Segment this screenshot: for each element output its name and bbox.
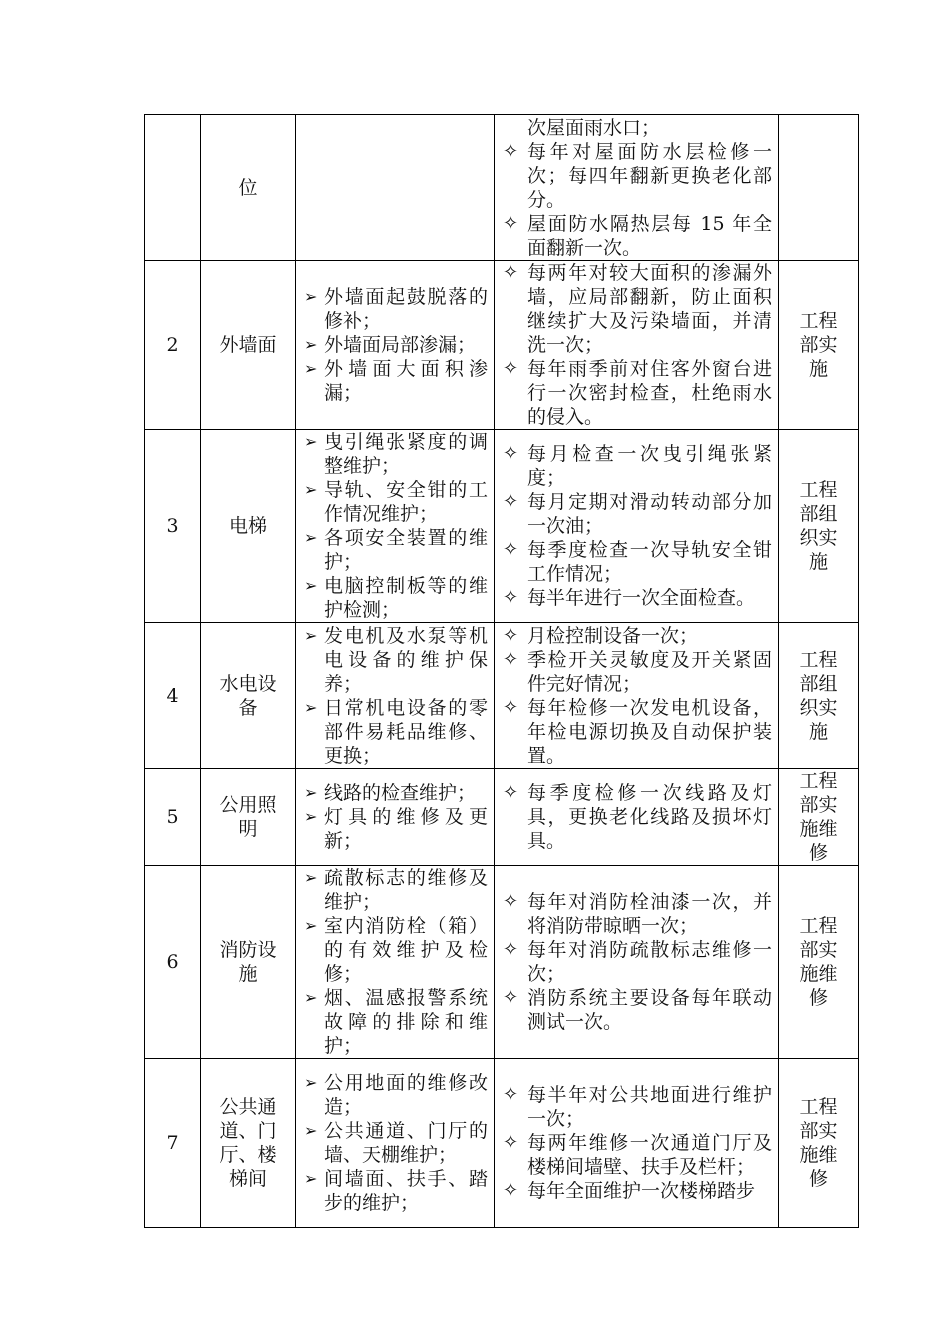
diamond-bullet-icon: ✧ — [503, 782, 519, 803]
item-text: 各项安全装置的维护； — [324, 527, 488, 573]
item-entry — [304, 333, 488, 357]
diamond-bullet-icon: ✧ — [503, 1084, 519, 1105]
row-number: 2 — [145, 261, 201, 430]
facility-name-text: 位 — [238, 176, 258, 199]
schedule-item — [503, 781, 772, 853]
diamond-bullet-icon: ✧ — [503, 648, 519, 670]
responsibility — [779, 769, 859, 866]
schedule-item — [503, 140, 772, 212]
facility-name-text: 外墙面 — [219, 334, 277, 356]
item-text: 外墙面局部渗漏； — [324, 334, 477, 356]
schedule-text: 每月定期对滑动转动部分加一次油； — [527, 491, 772, 537]
arrow-bullet-icon: ➢ — [304, 432, 318, 451]
item-entry — [304, 526, 488, 574]
schedule-text: 屋面防水隔热层每 15 年全面翻新一次。 — [527, 212, 772, 259]
responsibility — [779, 623, 859, 769]
row-number: 5 — [145, 769, 201, 866]
schedule-text: 每年雨季前对住客外窗台进行一次密封检查，杜绝雨水的侵入。 — [527, 358, 772, 428]
item-entry — [304, 574, 488, 622]
maintenance-items — [296, 866, 495, 1059]
diamond-bullet-icon: ✧ — [503, 443, 519, 464]
row-number: 4 — [145, 623, 201, 769]
schedule-item — [503, 116, 772, 140]
responsibility-text: 工程部实施维修 — [799, 770, 838, 864]
responsibility — [779, 1059, 859, 1228]
facility-name — [201, 115, 296, 261]
item-entry — [304, 285, 488, 333]
schedule-item — [503, 357, 772, 429]
schedule-text: 每年检修一次发电机设备，年检电源切换及自动保护装置。 — [527, 696, 772, 767]
item-text: 疏散标志的维修及维护； — [324, 867, 488, 913]
schedule-item — [503, 538, 772, 586]
table-row — [145, 261, 859, 430]
items-list — [304, 866, 488, 1058]
facility-name-text: 电梯 — [228, 515, 267, 537]
item-entry — [304, 1167, 488, 1215]
arrow-bullet-icon: ➢ — [304, 988, 318, 1007]
schedule-item — [503, 261, 772, 357]
schedule-list — [503, 781, 772, 853]
facility-name — [201, 623, 296, 769]
schedule-text: 每半年对公共地面进行维护一次； — [527, 1084, 772, 1130]
maintenance-table — [144, 114, 859, 1228]
item-text: 导轨、安全钳的工作情况维护； — [324, 479, 488, 525]
table-row — [145, 769, 859, 866]
item-text: 外墙面起鼓脱落的修补； — [324, 286, 488, 332]
schedule-item — [503, 586, 772, 610]
arrow-bullet-icon: ➢ — [304, 335, 318, 354]
table-body — [145, 115, 859, 1228]
item-entry — [304, 1119, 488, 1167]
schedule-item — [503, 696, 772, 768]
item-entry — [304, 696, 488, 768]
diamond-bullet-icon: ✧ — [503, 1132, 519, 1153]
responsibility-text: 工程部实施 — [799, 310, 838, 380]
row-number — [145, 115, 201, 261]
schedule-list — [503, 116, 772, 260]
schedule-item — [503, 442, 772, 490]
row-number: 3 — [145, 430, 201, 623]
schedule-item — [503, 212, 772, 260]
schedule-text: 每两年对较大面积的渗漏外墙，应局部翻新，防止面积继续扩大及污染墙面，并清洗一次； — [527, 262, 772, 356]
maintenance-items — [296, 623, 495, 769]
facility-name — [201, 1059, 296, 1228]
arrow-bullet-icon: ➢ — [304, 625, 318, 645]
schedule-text: 每年全面维护一次楼梯踏步 — [527, 1180, 756, 1202]
maintenance-items — [296, 115, 495, 261]
schedule-list — [503, 261, 772, 429]
schedule-text: 每年对消防栓油漆一次，并将消防带晾晒一次； — [527, 891, 772, 937]
schedule-list — [503, 890, 772, 1034]
item-text: 公用地面的维修改造； — [324, 1072, 488, 1118]
responsibility-text: 工程部组织实施 — [799, 479, 838, 573]
facility-name-text: 消防设施 — [219, 939, 277, 985]
schedule-item — [503, 490, 772, 538]
responsibility — [779, 115, 859, 261]
diamond-bullet-icon: ✧ — [503, 624, 519, 646]
item-entry — [304, 430, 488, 478]
item-text: 线路的检查维护； — [324, 782, 477, 804]
diamond-bullet-icon: ✧ — [503, 140, 519, 162]
schedule-list — [503, 442, 772, 610]
diamond-bullet-icon: ✧ — [503, 539, 519, 560]
row-number: 7 — [145, 1059, 201, 1228]
maintenance-items — [296, 1059, 495, 1228]
table-row — [145, 623, 859, 769]
responsibility — [779, 430, 859, 623]
diamond-bullet-icon: ✧ — [503, 491, 519, 512]
item-text: 外墙面大面积渗漏； — [324, 358, 488, 404]
schedule-item — [503, 1179, 772, 1203]
facility-name-text: 水电设备 — [219, 672, 277, 719]
facility-name-text: 公用照明 — [219, 794, 277, 840]
maintenance-schedule — [495, 769, 779, 866]
responsibility-text: 工程部实施维修 — [799, 915, 838, 1009]
schedule-text: 每季度检查一次导轨安全钳工作情况； — [527, 539, 772, 585]
item-text: 灯具的维修及更新； — [324, 806, 488, 852]
schedule-text: 次屋面雨水口； — [527, 116, 661, 139]
maintenance-schedule — [495, 115, 779, 261]
arrow-bullet-icon: ➢ — [304, 868, 318, 887]
table-row — [145, 115, 859, 261]
schedule-text: 每半年进行一次全面检查。 — [527, 587, 756, 609]
schedule-item — [503, 1083, 772, 1131]
item-entry — [304, 805, 488, 853]
maintenance-schedule — [495, 623, 779, 769]
item-entry — [304, 781, 488, 805]
item-text: 室内消防栓（箱）的有效维护及检修； — [324, 915, 488, 985]
diamond-bullet-icon: ✧ — [503, 987, 519, 1008]
diamond-bullet-icon: ✧ — [503, 891, 519, 912]
schedule-text: 每两年维修一次通道门厅及楼梯间墙壁、扶手及栏杆； — [527, 1132, 772, 1178]
arrow-bullet-icon: ➢ — [304, 1073, 318, 1092]
arrow-bullet-icon: ➢ — [304, 1121, 318, 1140]
schedule-item — [503, 624, 772, 648]
item-entry — [304, 478, 488, 526]
table-row — [145, 866, 859, 1059]
schedule-text: 消防系统主要设备每年联动测试一次。 — [527, 987, 772, 1033]
item-entry — [304, 1071, 488, 1119]
items-list — [304, 285, 488, 405]
item-text: 曳引绳张紧度的调整维护； — [324, 431, 488, 477]
responsibility — [779, 261, 859, 430]
schedule-list — [503, 1083, 772, 1203]
schedule-text: 每月检查一次曳引绳张紧度； — [527, 443, 772, 489]
items-list — [304, 781, 488, 853]
facility-name — [201, 769, 296, 866]
item-entry — [304, 357, 488, 405]
schedule-item — [503, 1131, 772, 1179]
schedule-list — [503, 624, 772, 768]
arrow-bullet-icon: ➢ — [304, 480, 318, 499]
facility-name — [201, 261, 296, 430]
item-entry — [304, 986, 488, 1058]
responsibility-text: 工程部实施维修 — [799, 1096, 838, 1190]
diamond-bullet-icon: ✧ — [503, 212, 519, 234]
item-text: 烟、温感报警系统故障的排除和维护； — [324, 987, 488, 1057]
item-text: 公共通道、门厅的墙、天棚维护； — [324, 1120, 488, 1166]
maintenance-schedule — [495, 866, 779, 1059]
responsibility-text: 工程部组织实施 — [799, 648, 838, 743]
row-number: 6 — [145, 866, 201, 1059]
schedule-item — [503, 938, 772, 986]
arrow-bullet-icon: ➢ — [304, 359, 318, 378]
maintenance-schedule — [495, 430, 779, 623]
arrow-bullet-icon: ➢ — [304, 807, 318, 826]
maintenance-schedule — [495, 261, 779, 430]
item-entry — [304, 914, 488, 986]
diamond-bullet-icon: ✧ — [503, 358, 519, 379]
item-text: 电脑控制板等的维护检测； — [324, 575, 488, 621]
schedule-text: 每季度检修一次线路及灯具，更换老化线路及损坏灯具。 — [527, 782, 772, 852]
items-list — [304, 1071, 488, 1215]
item-text: 间墙面、扶手、踏步的维护； — [324, 1168, 488, 1214]
schedule-text: 季检开关灵敏度及开关紧固件完好情况； — [527, 648, 772, 695]
diamond-bullet-icon: ✧ — [503, 587, 519, 608]
item-entry — [304, 866, 488, 914]
facility-name — [201, 430, 296, 623]
maintenance-schedule — [495, 1059, 779, 1228]
arrow-bullet-icon: ➢ — [304, 916, 318, 935]
table-row — [145, 1059, 859, 1228]
item-text: 日常机电设备的零部件易耗品维修、更换； — [324, 696, 488, 767]
diamond-bullet-icon: ✧ — [503, 262, 519, 283]
items-list — [304, 624, 488, 768]
facility-name — [201, 866, 296, 1059]
schedule-text: 每年对消防疏散标志维修一次； — [527, 939, 772, 985]
item-text: 发电机及水泵等机电设备的维护保养； — [324, 624, 488, 695]
diamond-bullet-icon: ✧ — [503, 1180, 519, 1201]
schedule-item — [503, 648, 772, 696]
schedule-item — [503, 890, 772, 938]
arrow-bullet-icon: ➢ — [304, 576, 318, 595]
responsibility — [779, 866, 859, 1059]
maintenance-items — [296, 430, 495, 623]
arrow-bullet-icon: ➢ — [304, 783, 318, 802]
schedule-text: 月检控制设备一次； — [527, 624, 699, 647]
facility-name-text: 公共通道、门厅、楼梯间 — [219, 1096, 277, 1190]
maintenance-items — [296, 769, 495, 866]
diamond-bullet-icon: ✧ — [503, 939, 519, 960]
diamond-bullet-icon: ✧ — [503, 696, 519, 718]
item-entry — [304, 624, 488, 696]
items-list — [304, 430, 488, 622]
maintenance-items — [296, 261, 495, 430]
arrow-bullet-icon: ➢ — [304, 697, 318, 717]
arrow-bullet-icon: ➢ — [304, 528, 318, 547]
arrow-bullet-icon: ➢ — [304, 287, 318, 306]
schedule-item — [503, 986, 772, 1034]
arrow-bullet-icon: ➢ — [304, 1169, 318, 1188]
schedule-text: 每年对屋面防水层检修一次；每四年翻新更换老化部分。 — [527, 140, 772, 211]
table-row — [145, 430, 859, 623]
